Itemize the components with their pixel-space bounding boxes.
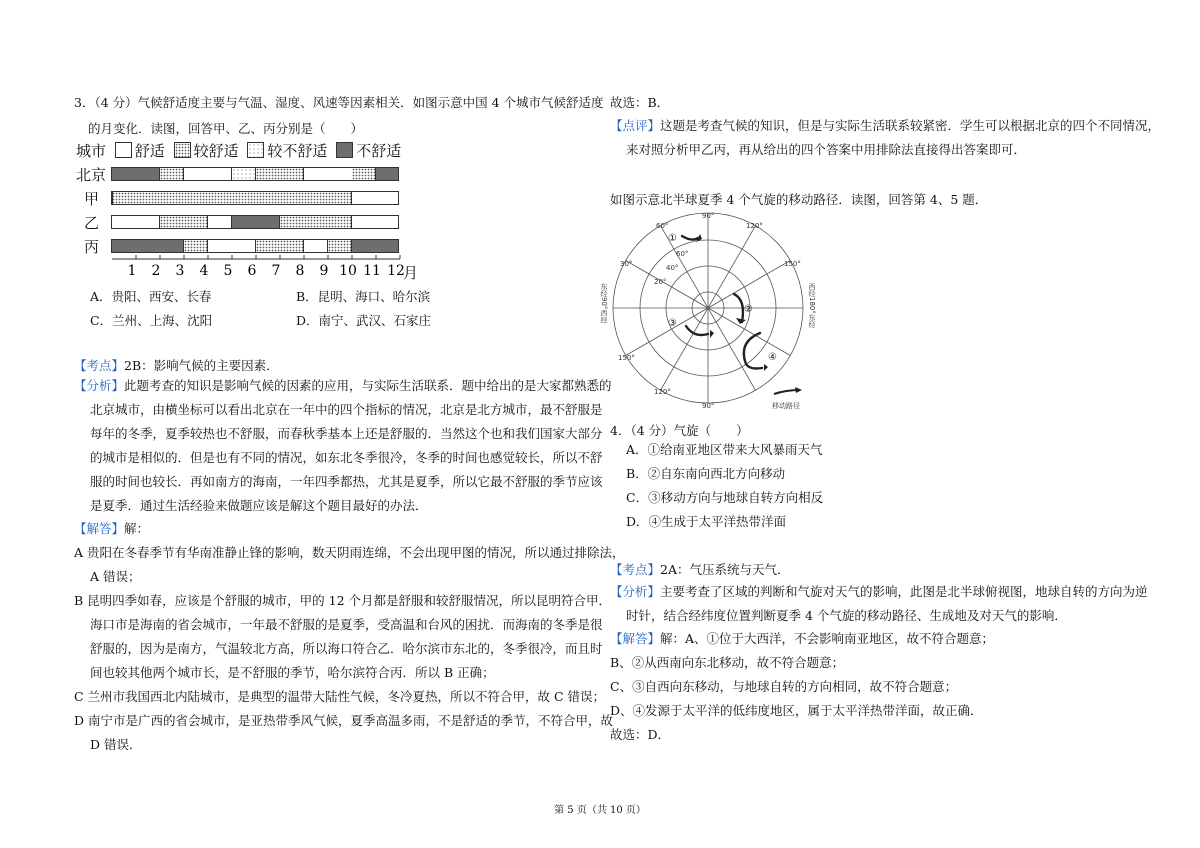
lon-label: 30°	[620, 260, 633, 268]
fenxi-line: 北京城市，由横坐标可以看出北京在一年中的四个指标的情况，北京是北方城市，最不舒服是	[90, 402, 603, 417]
q3-option-b: B．昆明、海口、哈尔滨	[296, 289, 431, 304]
city-label: 北京	[76, 166, 107, 184]
q4-options	[626, 438, 823, 534]
q3-dianping	[610, 114, 1160, 162]
city-label: 甲	[84, 190, 100, 208]
q3-title-line2: 的月变化．读图，回答甲、乙、丙分别是（ ）	[88, 121, 364, 136]
cyclone-path-1	[682, 236, 698, 240]
fenxi-line: 时针，结合经纬度位置判断夏季 4 个气旋的移动路径、生成地及对天气的影响．	[626, 608, 1067, 623]
legend-swatch-fairly-uncomfortable	[247, 142, 264, 158]
cyclone-label: ④	[768, 352, 777, 363]
q4-title: 4．（4 分）气旋（ ）	[610, 423, 749, 438]
map-legend	[772, 387, 802, 410]
q3-title-line1: 3．（4 分）气候舒适度主要与气温、湿度、风速等因素相关．如图示意中国 4 个城市气候舒适度	[74, 95, 604, 110]
month-label: 2	[151, 263, 161, 279]
month-unit: 月	[403, 264, 419, 282]
q45-intro: 如图示意北半球夏季 4 个气旋的移动路径．读图，回答第 4、5 题．	[610, 192, 988, 207]
lon-label: 150°	[618, 354, 635, 362]
fenxi-tag: 【分析】	[610, 584, 661, 599]
q3-answer: 故选：B．	[610, 95, 670, 110]
month-label: 7	[271, 263, 281, 279]
jieda-line: D、④发源于太平洋的低纬度地区，属于太平洋热带洋面，故正确．	[610, 703, 983, 718]
fenxi-line: 是夏季．通过生活经验来做题应该是解这个题目最好的办法．	[90, 498, 428, 513]
month-label: 8	[295, 263, 305, 279]
jieda-line: B、②从西南向东北移动，故不符合题意；	[610, 655, 845, 670]
legend-label: 较舒适	[193, 142, 239, 160]
jieda-line: 解：A、①位于大西洋，不会影响南亚地区，故不符合题意；	[660, 631, 995, 646]
jieda-line: 海口市是海南的省会城市，一年最不舒服的是夏季，受高温和台风的困扰．而海南的冬季是很	[90, 617, 603, 632]
cyclone-arrow-3	[710, 330, 714, 338]
q4-fenxi	[610, 580, 1148, 628]
jieda-line: 舒服的，因为是南方，气温较北方高，所以海口符合乙．哈尔滨市东北的，冬季很冷，而且时	[90, 641, 603, 656]
fenxi-line: 每年的冬季，夏季较热也不舒服，而春秋季基本上还是舒服的．当然这个也和我们国家大部分	[90, 426, 603, 441]
month-label: 9	[319, 263, 329, 279]
fenxi-line: 服的时间也较长．再如南方的海南，一年四季都热，尤其是夏季，所以它最不舒服的季节应该	[90, 474, 603, 489]
q4-option-d: D．④生成于太平洋热带洋面	[626, 514, 787, 529]
month-label: 3	[175, 263, 185, 279]
month-label: 6	[247, 263, 257, 279]
cyclone-arrow-2	[736, 318, 746, 324]
cyclone-arrow-4	[764, 364, 768, 371]
lat-label: 60°	[676, 250, 689, 258]
side-label-left: 东经90°西经	[600, 283, 608, 324]
cyclone-label: ①	[668, 233, 677, 244]
q3-option-a: A．贵阳、西安、长春	[90, 289, 212, 304]
month-label: 11	[363, 263, 381, 279]
side-label-right: 西经180°东经	[808, 283, 816, 328]
q4-answer: 故选：D．	[610, 727, 671, 742]
dianping-tag: 【点评】	[610, 118, 661, 133]
lat-label: 40°	[666, 264, 679, 272]
jieda-tag: 【解答】	[74, 521, 125, 536]
month-label: 1	[127, 263, 137, 279]
jieda-line: 间也较其他两个城市长，是不舒服的季节，哈尔滨符合丙．所以 B 正确；	[90, 665, 495, 680]
map-legend-label: 移动路径	[772, 402, 800, 410]
q4-option-b: B．②自东南向西北方向移动	[626, 466, 786, 481]
legend-label: 不舒适	[356, 142, 402, 160]
fenxi-line: 的城市是相似的．但是也有不同的情况，如东北冬季很冷，冬季的时间也感觉较长，所以不舒	[90, 450, 603, 465]
legend-label: 舒适	[134, 142, 165, 160]
q3-option-d: D．南宁、武汉、石家庄	[296, 313, 432, 328]
city-label: 乙	[84, 214, 100, 232]
month-label: 12	[387, 263, 405, 279]
fenxi-tag: 【分析】	[74, 378, 125, 393]
kaodian-tag: 【考点】	[610, 562, 661, 577]
fenxi-line: 此题考查的知识是影响气候的因素的应用，与实际生活联系．题中给出的是大家都熟悉的	[124, 378, 612, 393]
chart-header: 城市	[76, 142, 107, 160]
q4-kaodian	[610, 560, 790, 578]
dianping-line: 这题是考查气候的知识，但是与实际生活联系较紧密．学生可以根据北京的四个不同情况，	[660, 118, 1161, 133]
legend-label: 较不舒适	[267, 142, 328, 160]
lon-label: 120°	[746, 222, 763, 230]
bar-yi	[111, 215, 399, 229]
jieda-line: D 错误．	[90, 737, 142, 752]
month-axis	[104, 255, 434, 281]
cyclone-path-4	[744, 333, 762, 369]
bar-bing	[111, 239, 399, 253]
lon-label: 120°	[654, 388, 671, 396]
lon-label: 90°	[702, 212, 715, 220]
jieda-line: D 南宁市是广西的省会城市，是亚热带季风气候，夏季高温多雨，不是舒适的季节，不符合甲，故	[74, 713, 613, 728]
q3-option-c: C．兰州、上海、沈阳	[90, 313, 213, 328]
jieda-tag: 【解答】	[610, 631, 661, 646]
legend-swatch-fairly-comfortable	[174, 142, 191, 158]
kaodian-text: 2A：气压系统与天气．	[660, 562, 790, 577]
lon-label: 90°	[702, 402, 715, 410]
jieda-line: C 兰州市我国西北内陆城市，是典型的温带大陆性气候，冬冷夏热，所以不符合甲，故 C 错误；	[74, 689, 606, 704]
kaodian-tag: 【考点】	[74, 358, 125, 373]
month-label: 10	[339, 263, 357, 279]
cyclone-label: ②	[744, 304, 753, 315]
jieda-line: A 错误；	[90, 569, 141, 584]
jieda-line: A 贵阳在冬春季节有华南准静止锋的影响，数天阴雨连绵，不会出现甲图的情况，所以通过排除法，	[74, 545, 625, 560]
fenxi-line: 主要考查了区域的判断和气旋对天气的影响，此图是北半球俯视图，地球自转的方向为逆	[660, 584, 1148, 599]
q4-jieda	[610, 627, 994, 747]
bar-jia	[111, 191, 399, 205]
q3-jieda	[74, 517, 625, 757]
page-footer: 第 5 页（共 10 页）	[554, 805, 646, 816]
q3-kaodian	[74, 356, 279, 374]
legend-swatch-uncomfortable	[336, 142, 353, 158]
bar-beijing	[111, 167, 399, 181]
lon-label: 60°	[656, 222, 669, 230]
dianping-line: 来对照分析甲乙丙，再从给出的四个答案中用排除法直接得出答案即可．	[626, 142, 1027, 157]
cyclone-label: ③	[668, 318, 677, 329]
q4-option-c: C．③移动方向与地球自转方向相反	[626, 490, 824, 505]
q4-option-a: A．①给南亚地区带来大风暴雨天气	[626, 442, 823, 457]
jieda-head: 解：	[124, 521, 150, 536]
jieda-line: B 昆明四季如春，应该是个舒服的城市，甲的 12 个月都是舒服和较舒服情况，所以昆明符合甲．	[74, 593, 612, 608]
city-label: 丙	[84, 238, 100, 256]
lon-label: 150°	[784, 260, 801, 268]
polar-map	[596, 208, 826, 413]
lat-label: 20°	[654, 278, 667, 286]
month-label: 5	[223, 263, 233, 279]
kaodian-text: 2B：影响气候的主要因素．	[124, 358, 279, 373]
legend-swatch-comfortable	[115, 142, 132, 158]
q3-fenxi	[74, 374, 612, 518]
chart-legend	[76, 140, 401, 161]
jieda-line: C、③自西向东移动，与地球自转的方向相同，故不符合题意；	[610, 679, 958, 694]
month-label: 4	[199, 263, 209, 279]
